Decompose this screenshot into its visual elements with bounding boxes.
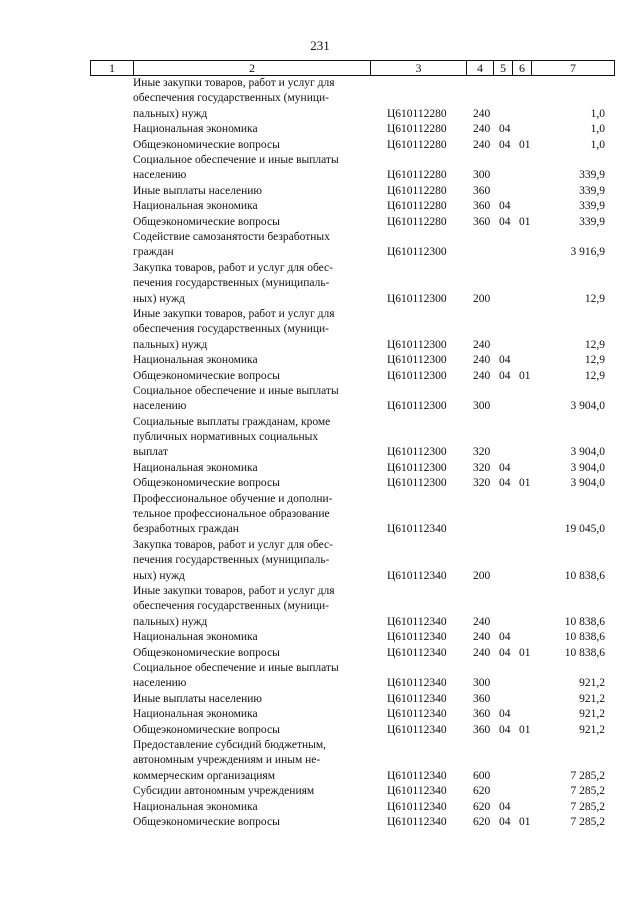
table-row — [0, 369, 640, 384]
table-row — [0, 415, 640, 461]
row-description-line: Иные закупки товаров, работ и услуг для — [133, 585, 335, 598]
row-description-line: населению — [133, 400, 187, 413]
row-section: 04 — [499, 215, 511, 228]
row-expense-type: 240 — [473, 354, 491, 367]
row-amount: 339,9 — [579, 215, 605, 228]
row-subsection: 01 — [519, 138, 531, 151]
row-description-line: населению — [133, 677, 187, 690]
row-expense-type: 240 — [473, 123, 491, 136]
row-section: 04 — [499, 138, 511, 151]
row-amount: 10 838,6 — [564, 646, 605, 659]
row-amount: 921,2 — [579, 708, 605, 721]
row-description-line: Национальная экономика — [133, 200, 258, 213]
row-amount: 12,9 — [584, 369, 605, 382]
row-amount: 3 916,9 — [570, 246, 605, 259]
table-row — [0, 122, 640, 137]
row-expense-type: 360 — [473, 200, 491, 213]
row-description — [133, 184, 369, 199]
row-section: 04 — [499, 708, 511, 721]
row-amount: 12,9 — [584, 354, 605, 367]
row-amount: 12,9 — [584, 292, 605, 305]
table-row — [0, 307, 640, 353]
table-row — [0, 261, 640, 307]
row-target-code: Ц610112340 — [387, 646, 447, 659]
row-description — [133, 307, 369, 353]
column-header-4: 4 — [467, 61, 494, 76]
row-target-code: Ц610112340 — [387, 615, 447, 628]
column-header-2: 2 — [134, 61, 371, 76]
row-target-code: Ц610112340 — [387, 769, 447, 782]
table-row — [0, 738, 640, 784]
table-row — [0, 353, 640, 368]
row-target-code: Ц610112300 — [387, 354, 447, 367]
row-description — [133, 584, 369, 630]
row-section: 04 — [499, 461, 511, 474]
row-target-code: Ц610112280 — [387, 107, 447, 120]
row-description — [133, 538, 369, 584]
row-target-code: Ц610112300 — [387, 446, 447, 459]
row-section: 04 — [499, 200, 511, 213]
row-amount: 10 838,6 — [564, 631, 605, 644]
row-subsection: 01 — [519, 815, 531, 828]
row-description — [133, 76, 369, 122]
row-expense-type: 200 — [473, 569, 491, 582]
row-target-code: Ц610112300 — [387, 400, 447, 413]
table-row — [0, 723, 640, 738]
row-expense-type: 240 — [473, 107, 491, 120]
row-description — [133, 661, 369, 692]
row-expense-type: 600 — [473, 769, 491, 782]
row-amount: 921,2 — [579, 677, 605, 690]
row-description — [133, 215, 369, 230]
row-section: 04 — [499, 354, 511, 367]
table-row — [0, 492, 640, 538]
budget-table-body — [0, 76, 640, 830]
column-header-table — [90, 60, 615, 76]
row-expense-type: 200 — [473, 292, 491, 305]
table-row — [0, 584, 640, 630]
row-description-line: пальных) нужд — [133, 615, 208, 628]
row-description-line: ных) нужд — [133, 569, 185, 582]
row-target-code: Ц610112280 — [387, 200, 447, 213]
row-description-line: ных) нужд — [133, 292, 185, 305]
row-amount: 3 904,0 — [570, 461, 605, 474]
row-description-line: Иные закупки товаров, работ и услуг для — [133, 77, 335, 89]
row-description-line: печения государственных (муниципаль- — [133, 554, 330, 567]
row-description-line: выплат — [133, 446, 168, 459]
row-expense-type: 240 — [473, 138, 491, 151]
row-section: 04 — [499, 123, 511, 136]
row-description-line: печения государственных (муниципаль- — [133, 277, 330, 290]
row-description-line: Закупка товаров, работ и услуг для обес- — [133, 538, 333, 551]
row-target-code: Ц610112340 — [387, 815, 447, 828]
row-amount: 7 285,2 — [570, 815, 605, 828]
row-target-code: Ц610112280 — [387, 184, 447, 197]
row-expense-type: 360 — [473, 723, 491, 736]
row-amount: 3 904,0 — [570, 477, 605, 490]
row-section: 04 — [499, 477, 511, 490]
row-amount: 7 285,2 — [570, 785, 605, 798]
row-target-code: Ц610112340 — [387, 677, 447, 690]
row-target-code: Ц610112300 — [387, 477, 447, 490]
row-expense-type: 620 — [473, 800, 491, 813]
row-description-line: безработных граждан — [133, 523, 239, 536]
row-description-line: Национальная экономика — [133, 123, 258, 136]
table-row — [0, 646, 640, 661]
row-expense-type: 620 — [473, 815, 491, 828]
row-section: 04 — [499, 800, 511, 813]
row-description-line: обеспечения государственных (муници- — [133, 600, 329, 613]
row-section: 04 — [499, 815, 511, 828]
table-row — [0, 230, 640, 261]
row-description-line: пальных) нужд — [133, 338, 208, 351]
row-expense-type: 360 — [473, 184, 491, 197]
row-description-line: Иные выплаты населению — [133, 184, 262, 197]
row-description-line: Социальные выплаты гражданам, кроме — [133, 415, 331, 428]
row-subsection: 01 — [519, 215, 531, 228]
column-header-7: 7 — [532, 61, 615, 76]
row-description — [133, 230, 369, 261]
row-description — [133, 138, 369, 153]
row-description-line: коммерческим организациям — [133, 769, 275, 782]
table-row — [0, 215, 640, 230]
row-description-line: Общеэкономические вопросы — [133, 723, 280, 736]
row-section: 04 — [499, 723, 511, 736]
row-description — [133, 353, 369, 368]
row-description — [133, 800, 369, 815]
row-description-line: граждан — [133, 246, 174, 259]
row-target-code: Ц610112280 — [387, 138, 447, 151]
row-expense-type: 240 — [473, 615, 491, 628]
column-header-5: 5 — [494, 61, 513, 76]
row-amount: 7 285,2 — [570, 800, 605, 813]
table-row — [0, 138, 640, 153]
table-row — [0, 707, 640, 722]
row-target-code: Ц610112340 — [387, 523, 447, 536]
row-amount: 3 904,0 — [570, 400, 605, 413]
row-subsection: 01 — [519, 369, 531, 382]
row-description-line: Общеэкономические вопросы — [133, 815, 280, 828]
row-amount: 1,0 — [590, 138, 605, 151]
row-expense-type: 240 — [473, 338, 491, 351]
row-target-code: Ц610112300 — [387, 292, 447, 305]
row-amount: 10 838,6 — [564, 615, 605, 628]
row-target-code: Ц610112340 — [387, 723, 447, 736]
row-description — [133, 492, 369, 538]
row-target-code: Ц610112340 — [387, 692, 447, 705]
row-amount: 1,0 — [590, 107, 605, 120]
row-description — [133, 646, 369, 661]
row-description-line: населению — [133, 169, 187, 182]
table-row — [0, 538, 640, 584]
table-row — [0, 661, 640, 692]
row-amount: 1,0 — [590, 123, 605, 136]
row-amount: 339,9 — [579, 200, 605, 213]
row-target-code: Ц610112300 — [387, 461, 447, 474]
row-description-line: автономным учреждениям и иным не- — [133, 754, 321, 767]
row-amount: 12,9 — [584, 338, 605, 351]
row-description-line: Национальная экономика — [133, 631, 258, 644]
column-header-row — [91, 61, 615, 76]
row-amount: 10 838,6 — [564, 569, 605, 582]
table-row — [0, 692, 640, 707]
row-expense-type: 300 — [473, 677, 491, 690]
table-row — [0, 384, 640, 415]
row-description — [133, 630, 369, 645]
page-number: 231 — [310, 38, 330, 53]
row-description — [133, 476, 369, 491]
row-expense-type: 240 — [473, 369, 491, 382]
row-expense-type: 300 — [473, 400, 491, 413]
row-amount: 921,2 — [579, 692, 605, 705]
row-description-line: Национальная экономика — [133, 800, 258, 813]
row-description — [133, 692, 369, 707]
row-expense-type: 320 — [473, 446, 491, 459]
row-amount: 339,9 — [579, 184, 605, 197]
row-description-line: Содействие самозанятости безработных — [133, 230, 330, 243]
row-description-line: обеспечения государственных (муници- — [133, 92, 329, 105]
row-expense-type: 240 — [473, 631, 491, 644]
row-description — [133, 738, 369, 784]
row-expense-type: 360 — [473, 215, 491, 228]
row-section: 04 — [499, 631, 511, 644]
column-header-6: 6 — [513, 61, 532, 76]
row-section: 04 — [499, 369, 511, 382]
row-description-line: Общеэкономические вопросы — [133, 215, 280, 228]
row-description-line: Профессиональное обучение и дополни- — [133, 492, 333, 505]
row-description-line: Предоставление субсидий бюджетным, — [133, 738, 327, 751]
row-section: 04 — [499, 646, 511, 659]
row-description-line: Общеэкономические вопросы — [133, 138, 280, 151]
row-amount: 3 904,0 — [570, 446, 605, 459]
row-description-line: обеспечения государственных (муници- — [133, 323, 329, 336]
row-description-line: пальных) нужд — [133, 107, 208, 120]
row-description-line: тельное профессиональное образование — [133, 508, 330, 521]
row-expense-type: 360 — [473, 708, 491, 721]
row-subsection: 01 — [519, 477, 531, 490]
row-description-line: Закупка товаров, работ и услуг для обес- — [133, 261, 333, 274]
row-description — [133, 415, 369, 461]
row-description-line: Социальное обеспечение и иные выплаты — [133, 153, 339, 166]
row-description — [133, 707, 369, 722]
row-target-code: Ц610112280 — [387, 169, 447, 182]
row-target-code: Ц610112300 — [387, 338, 447, 351]
table-row — [0, 800, 640, 815]
row-description — [133, 199, 369, 214]
row-description — [133, 153, 369, 184]
row-description-line: Субсидии автономным учреждениям — [133, 785, 315, 798]
column-header-1: 1 — [91, 61, 134, 76]
table-row — [0, 815, 640, 830]
table-row — [0, 184, 640, 199]
row-amount: 19 045,0 — [564, 523, 605, 536]
row-amount: 339,9 — [579, 169, 605, 182]
row-target-code: Ц610112280 — [387, 123, 447, 136]
row-subsection: 01 — [519, 723, 531, 736]
row-description — [133, 815, 369, 830]
table-row — [0, 461, 640, 476]
row-description-line: Национальная экономика — [133, 708, 258, 721]
row-target-code: Ц610112340 — [387, 708, 447, 721]
table-row — [0, 153, 640, 184]
row-description-line: Национальная экономика — [133, 354, 258, 367]
row-subsection: 01 — [519, 646, 531, 659]
row-target-code: Ц610112340 — [387, 631, 447, 644]
row-description-line: публичных нормативных социальных — [133, 431, 319, 444]
row-amount: 7 285,2 — [570, 769, 605, 782]
row-description — [133, 384, 369, 415]
column-header-3: 3 — [371, 61, 467, 76]
row-amount: 921,2 — [579, 723, 605, 736]
row-expense-type: 320 — [473, 477, 491, 490]
row-target-code: Ц610112340 — [387, 785, 447, 798]
row-description — [133, 369, 369, 384]
row-description-line: Общеэкономические вопросы — [133, 646, 280, 659]
row-expense-type: 360 — [473, 692, 491, 705]
row-description-line: Социальное обеспечение и иные выплаты — [133, 384, 339, 397]
row-target-code: Ц610112300 — [387, 246, 447, 259]
row-description — [133, 784, 369, 799]
row-target-code: Ц610112300 — [387, 369, 447, 382]
row-description — [133, 122, 369, 137]
row-description — [133, 723, 369, 738]
row-description-line: Национальная экономика — [133, 461, 258, 474]
row-description-line: Общеэкономические вопросы — [133, 369, 280, 382]
row-description-line: Иные выплаты населению — [133, 692, 262, 705]
row-description — [133, 461, 369, 476]
row-description-line: Общеэкономические вопросы — [133, 477, 280, 490]
table-row — [0, 784, 640, 799]
table-row — [0, 476, 640, 491]
row-description-line: Социальное обеспечение и иные выплаты — [133, 662, 339, 674]
row-target-code: Ц610112340 — [387, 569, 447, 582]
row-expense-type: 320 — [473, 461, 491, 474]
table-row — [0, 76, 640, 122]
table-row — [0, 199, 640, 214]
row-target-code: Ц610112280 — [387, 215, 447, 228]
row-description-line: Иные закупки товаров, работ и услуг для — [133, 307, 335, 320]
table-row — [0, 630, 640, 645]
row-expense-type: 240 — [473, 646, 491, 659]
row-target-code: Ц610112340 — [387, 800, 447, 813]
row-expense-type: 300 — [473, 169, 491, 182]
row-description — [133, 261, 369, 307]
row-expense-type: 620 — [473, 785, 491, 798]
